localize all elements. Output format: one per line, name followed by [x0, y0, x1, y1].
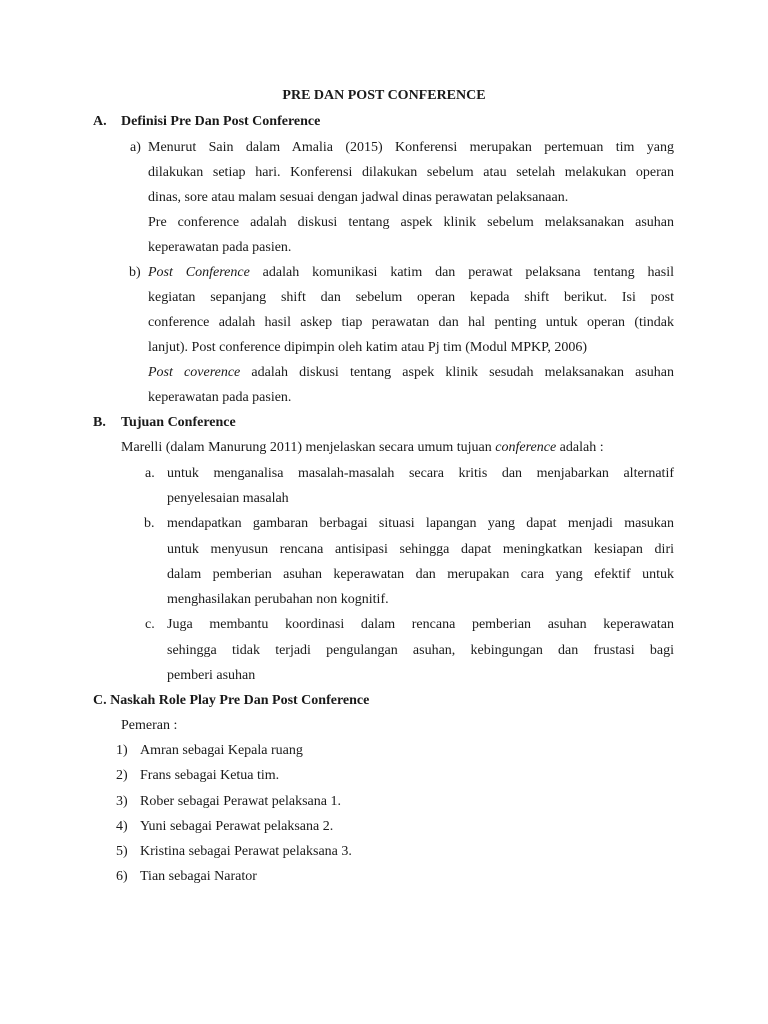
list-item-line: sehingga tidak terjadi pengulangan asuhan, kebingungan dan frustasi bagi — [167, 643, 674, 658]
cast-marker: 2) — [116, 768, 128, 783]
paragraph-line: Pre conference adalah diskusi tentang aspek klinik sebelum melaksanakan asuhan — [148, 215, 674, 230]
paragraph-text: adalah diskusi tentang aspek klinik sesudah melaksanakan asuhan — [240, 365, 674, 380]
list-marker: c. — [145, 617, 155, 632]
section-b-intro — [121, 439, 604, 457]
cast-item: Kristina sebagai Perawat pelaksana 3. — [140, 844, 352, 859]
section-c-heading: C. Naskah Role Play Pre Dan Post Conference — [93, 693, 370, 708]
list-item-line: dalam pemberian asuhan keperawatan dan merupakan cara yang efektif untuk — [167, 567, 674, 582]
document-title: PRE DAN POST CONFERENCE — [282, 88, 486, 103]
item-b-marker: b) — [129, 265, 141, 280]
cast-item: Amran sebagai Kepala ruang — [140, 743, 303, 758]
cast-marker: 1) — [116, 743, 128, 758]
section-b-label: B. — [93, 415, 106, 430]
cast-item: Frans sebagai Ketua tim. — [140, 768, 280, 783]
italic-term: Post coverence — [148, 365, 241, 380]
italic-term: Post Conference — [148, 265, 250, 280]
cast-item: Rober sebagai Perawat pelaksana 1. — [140, 794, 341, 809]
section-a-label: A. — [93, 114, 107, 129]
list-item-line: menghasilakan perubahan non kognitif. — [167, 592, 389, 607]
section-b-heading: Tujuan Conference — [121, 415, 236, 430]
cast-marker: 5) — [116, 844, 128, 859]
section-a-heading: Definisi Pre Dan Post Conference — [121, 114, 321, 129]
paragraph-line: kegiatan sepanjang shift dan sebelum operan kepada shift berikut. Isi post — [148, 290, 674, 305]
italic-term: conference — [495, 440, 557, 455]
paragraph-line: Menurut Sain dalam Amalia (2015) Konferensi merupakan pertemuan tim yang — [148, 140, 674, 155]
paragraph-line: keperawatan pada pasien. — [148, 240, 292, 255]
paragraph-line — [148, 364, 674, 382]
list-marker: a. — [145, 466, 155, 481]
list-item-line: Juga membantu koordinasi dalam rencana pemberian asuhan keperawatan — [167, 617, 674, 632]
cast-item: Tian sebagai Narator — [140, 869, 257, 884]
paragraph-line: dinas, sore atau malam sesuai dengan jadwal dinas perawatan pelaksanaan. — [148, 190, 569, 205]
paragraph-line: keperawatan pada pasien. — [148, 390, 292, 405]
paragraph-text: adalah komunikasi katim dan perawat pelaksana tentang hasil — [249, 265, 674, 280]
paragraph-text: adalah : — [556, 440, 604, 455]
section-c-intro: Pemeran : — [121, 718, 178, 733]
paragraph-line: lanjut). Post conference dipimpin oleh katim atau Pj tim (Modul MPKP, 2006) — [148, 340, 588, 355]
list-item-line: untuk menganalisa masalah-masalah secara kritis dan menjabarkan alternatif — [167, 466, 674, 481]
paragraph-line — [148, 264, 674, 282]
item-a-marker: a) — [130, 140, 141, 155]
list-item-line: penyelesaian masalah — [167, 491, 289, 506]
paragraph-line: dilakukan setiap hari. Konferensi dilakukan sebelum atau setelah melakukan operan — [148, 165, 674, 180]
cast-marker: 4) — [116, 819, 128, 834]
list-item-line: untuk menyusun rencana antisipasi sehingga dapat meningkatkan kesiapan diri — [167, 542, 674, 557]
paragraph-text: Marelli (dalam Manurung 2011) menjelaskan secara umum tujuan — [121, 440, 496, 455]
cast-marker: 6) — [116, 869, 128, 884]
list-marker: b. — [144, 516, 155, 531]
cast-item: Yuni sebagai Perawat pelaksana 2. — [140, 819, 334, 834]
list-item-line: mendapatkan gambaran berbagai situasi lapangan yang dapat menjadi masukan — [167, 516, 674, 531]
paragraph-line: conference adalah hasil askep tiap perawatan dan hal penting untuk operan (tindak — [148, 315, 674, 330]
cast-marker: 3) — [116, 794, 128, 809]
list-item-line: pemberi asuhan — [167, 668, 256, 683]
